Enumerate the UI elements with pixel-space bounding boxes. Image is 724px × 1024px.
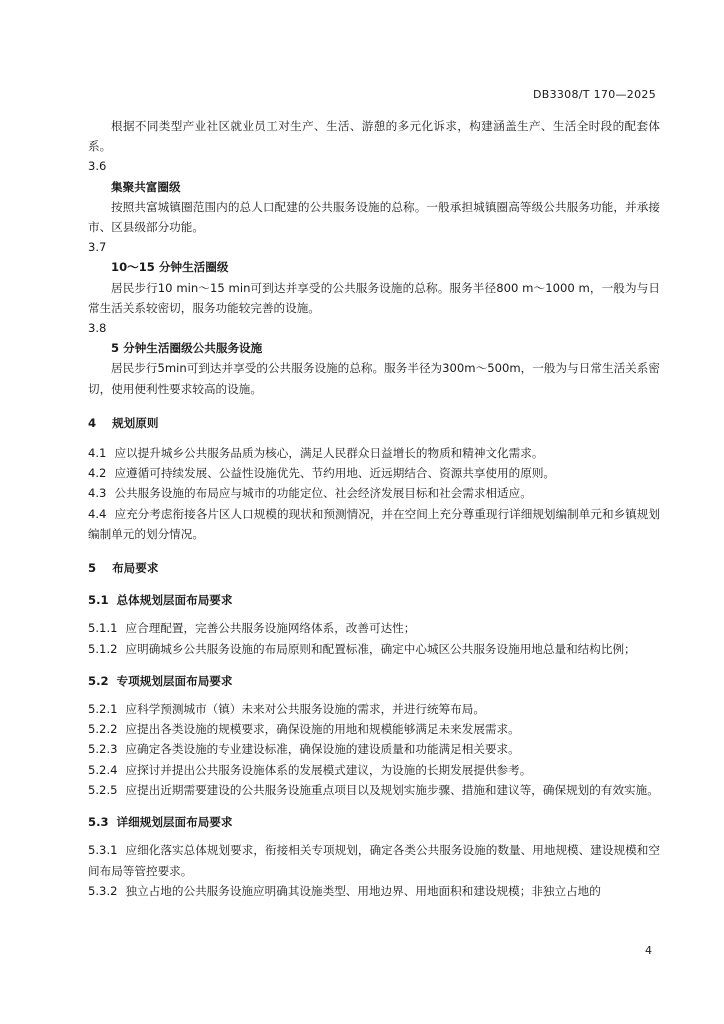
subsection-title: 总体规划层面布局要求 xyxy=(116,593,233,608)
clause-4-4 xyxy=(88,504,660,544)
document-code: DB3308/T 170—2025 xyxy=(532,88,656,101)
clause-text: 应细化落实总体规划要求，衔接相关专项规划，确定各类公共服务设施的数量、用地规模、建设规模和空间布局等管控要求。 xyxy=(88,843,660,878)
clause-number: 4.1 xyxy=(88,446,107,461)
term-3-6: 集聚共富圈级 xyxy=(111,179,181,194)
clause-text: 应科学预测城市（镇）未来对公共服务设施的需求，并进行统筹布局。 xyxy=(125,702,485,717)
clause-text: 应提出近期需要建设的公共服务设施重点项目以及规划实施步骤、措施和建议等，确保规划的有效实施。 xyxy=(125,782,659,797)
clause-number: 5.3.1 xyxy=(88,843,118,858)
clause-text: 应提出各类设施的规模要求，确保设施的用地和规模能够满足未来发展需求。 xyxy=(125,722,520,737)
subsection-number: 5.1 xyxy=(88,593,109,608)
clause-text: 应以提升城乡公共服务品质为核心，满足人民群众日益增长的物质和精神文化需求。 xyxy=(114,446,544,461)
subsection-heading-5-2 xyxy=(88,671,660,691)
clause-4-2 xyxy=(88,463,660,483)
section-title-4: 规划原则 xyxy=(112,415,159,430)
clause-5-1-1 xyxy=(88,618,660,638)
clause-number: 4.3 xyxy=(88,486,107,501)
subsection-number: 5.2 xyxy=(88,673,109,688)
clause-text: 应探讨并提出公共服务设施体系的发展模式建议，为设施的长期发展提供参考。 xyxy=(125,762,532,777)
clause-number: 5.2.1 xyxy=(88,702,118,717)
section-number-5: 5 xyxy=(88,561,97,576)
clause-text: 应充分考虑衔接各片区人口规模的现状和预测情况，并在空间上充分尊重现行详细规划编制单元和乡镇规划编制单元的划分情况。 xyxy=(88,506,660,541)
paragraph-3-5-tail: 根据不同类型产业社区就业员工对生产、生活、游憩的多元化诉求，构建涵盖生产、生活全时段的配套体系。 xyxy=(88,119,660,154)
clause-number: 5.1.1 xyxy=(88,621,118,636)
clause-number: 4.4 xyxy=(88,506,107,521)
subsection-title: 详细规划层面布局要求 xyxy=(116,815,233,830)
definition-3-6: 按照共富城镇圈范围内的总人口配建的公共服务设施的总称。一般承担城镇圈高等级公共服务功能，并承接市、区县级部分功能。 xyxy=(88,199,660,235)
clause-number: 5.2.5 xyxy=(88,782,118,797)
clause-text: 独立占地的公共服务设施应明确其设施类型、用地边界、用地面积和建设规模；非独立占地的 xyxy=(125,883,601,898)
definition-3-7: 居民步行10 min～15 min可到达并享受的公共服务设施的总称。服务半径800 m～1000 m，一般为与日常生活关系较密切，服务功能较完善的设施。 xyxy=(88,280,660,315)
clause-5-1-2 xyxy=(88,639,660,659)
clause-number: 5.2.2 xyxy=(88,722,118,737)
subsection-heading-5-3 xyxy=(88,812,660,832)
subsection-heading-5-1 xyxy=(88,590,660,610)
clause-number: 4.2 xyxy=(88,466,107,481)
clause-number: 5.3.2 xyxy=(88,883,118,898)
clause-5-3-1 xyxy=(88,840,660,880)
clause-4-1 xyxy=(88,443,660,463)
clause-number-3-8: 3.8 xyxy=(88,321,107,336)
term-3-8: 5 分钟生活圈级公共服务设施 xyxy=(111,341,263,356)
clause-5-2-2 xyxy=(88,719,660,739)
section-title-5: 布局要求 xyxy=(112,561,159,576)
clause-5-2-5 xyxy=(88,780,660,800)
clause-5-2-4 xyxy=(88,760,660,780)
clause-text: 应遵循可持续发展、公益性设施优先、节约用地、近远期结合、资源共享使用的原则。 xyxy=(114,466,556,481)
clause-number: 5.2.3 xyxy=(88,742,118,757)
clause-text: 应合理配置，完善公共服务设施网络体系，改善可达性； xyxy=(125,621,416,636)
section-heading-5 xyxy=(88,558,660,578)
subsection-number: 5.3 xyxy=(88,815,109,830)
clause-number-3-6: 3.6 xyxy=(88,159,107,174)
section-number-4: 4 xyxy=(88,415,97,430)
term-3-7: 10～15 分钟生活圈级 xyxy=(111,260,229,275)
clause-text: 应确定各类设施的专业建设标准，确保设施的建设质量和功能满足相关要求。 xyxy=(125,742,520,757)
clause-5-3-2 xyxy=(88,881,660,901)
clause-text: 应明确城乡公共服务设施的布局原则和配置标准，确定中心城区公共服务设施用地总量和结构比例； xyxy=(125,641,636,656)
clause-number: 5.2.4 xyxy=(88,762,118,777)
document-body xyxy=(88,116,660,901)
clause-number: 5.1.2 xyxy=(88,641,118,656)
definition-3-8: 居民步行5min可到达并享受的公共服务设施的总称。服务半径为300m～500m，一般为与日常生活关系密切，使用便利性要求较高的设施。 xyxy=(88,361,660,396)
page-number: 4 xyxy=(645,944,652,957)
clause-number-3-7: 3.7 xyxy=(88,240,107,255)
clause-5-2-3 xyxy=(88,739,660,759)
clause-4-3 xyxy=(88,483,660,503)
section-heading-4 xyxy=(88,413,660,433)
clause-5-2-1 xyxy=(88,699,660,719)
clause-text: 公共服务设施的布局应与城市的功能定位、社会经济发展目标和社会需求相适应。 xyxy=(114,486,532,501)
subsection-title: 专项规划层面布局要求 xyxy=(116,673,233,688)
